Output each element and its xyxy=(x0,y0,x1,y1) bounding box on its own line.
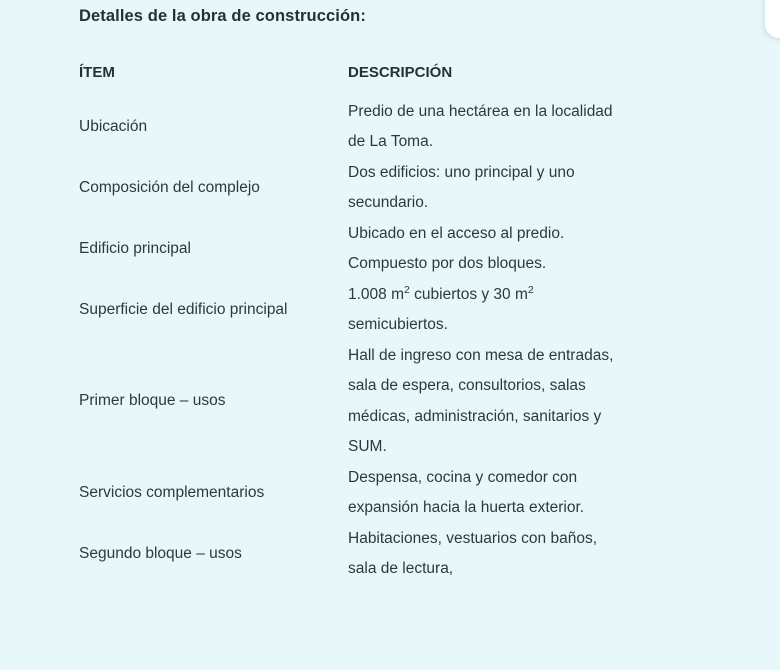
row-item-label: Segundo bloque – usos xyxy=(79,544,242,562)
table-body xyxy=(0,97,780,585)
row-description: Hall de ingreso con mesa de entradas, sala de espera, consultorios, salas médicas, administración, sanitarios y SUM. xyxy=(348,346,614,455)
page-title: Detalles de la obra de construcción: xyxy=(79,7,366,25)
table-row xyxy=(0,524,780,585)
table-row xyxy=(0,341,780,463)
row-spacer-right xyxy=(618,280,780,341)
header-spacer xyxy=(0,58,79,97)
row-item-label: Composición del complejo xyxy=(79,178,260,196)
row-spacer-right xyxy=(618,463,780,524)
row-spacer-right xyxy=(618,97,780,158)
table-row xyxy=(0,158,780,219)
row-spacer xyxy=(0,341,79,463)
row-item-label: Edificio principal xyxy=(79,239,191,257)
row-spacer xyxy=(0,219,79,280)
column-header-item: ÍTEM xyxy=(79,64,115,81)
row-description: Ubicado en el acceso al predio. Compuesto por dos bloques. xyxy=(348,224,565,272)
area-superscript-covered: 2 xyxy=(404,283,410,296)
row-spacer xyxy=(0,280,79,341)
row-item-label: Superficie del edificio principal xyxy=(79,300,288,318)
row-spacer-right xyxy=(618,219,780,280)
table-row xyxy=(0,280,780,341)
column-header-description: DESCRIPCIÓN xyxy=(348,64,453,81)
row-spacer xyxy=(0,524,79,585)
row-item-label: Ubicación xyxy=(79,117,148,135)
area-value-middle: cubiertos y 30 m xyxy=(409,285,528,303)
area-superscript-semicovered: 2 xyxy=(527,283,534,296)
row-item-label: Servicios complementarios xyxy=(79,483,265,501)
row-spacer xyxy=(0,463,79,524)
row-spacer-right xyxy=(618,158,780,219)
area-value-prefix: 1.008 m xyxy=(348,285,405,303)
row-spacer-right xyxy=(618,341,780,463)
row-description: Dos edificios: uno principal y uno secundario. xyxy=(348,163,575,211)
row-description: Predio de una hectárea en la localidad de La Toma. xyxy=(348,102,613,150)
table-row xyxy=(0,463,780,524)
row-spacer xyxy=(0,97,79,158)
header-spacer-right xyxy=(618,58,780,97)
construction-details-table xyxy=(0,58,780,585)
table-header-row xyxy=(0,58,780,97)
row-description: Despensa, cocina y comedor con expansión hacia la huerta exterior. xyxy=(348,468,585,516)
table-row xyxy=(0,97,780,158)
area-value-suffix: semicubiertos. xyxy=(348,316,448,333)
row-spacer xyxy=(0,158,79,219)
table-row xyxy=(0,219,780,280)
row-description: Habitaciones, vestuarios con baños, sala de lectura, xyxy=(348,529,598,577)
row-item-label: Primer bloque – usos xyxy=(79,392,226,410)
table-header xyxy=(0,58,780,97)
row-spacer-right xyxy=(618,524,780,585)
row-description xyxy=(348,280,618,341)
